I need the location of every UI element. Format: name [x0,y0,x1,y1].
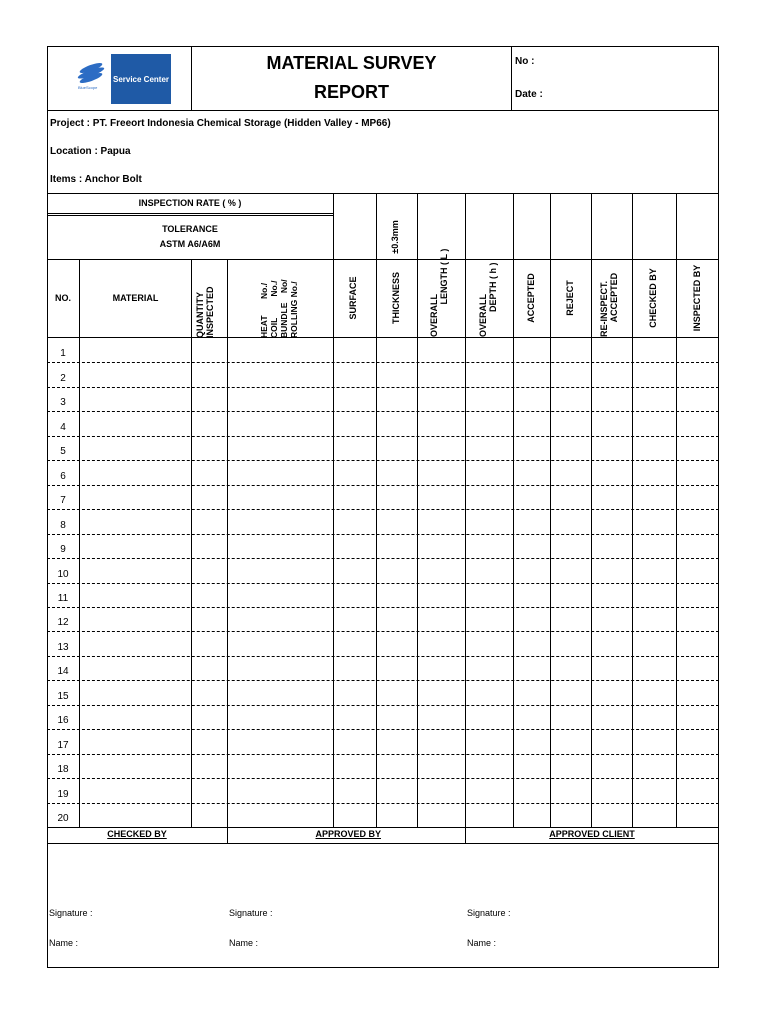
col-no-header: NO. [54,293,71,303]
header-bottom-line [47,110,719,111]
col-reject-header: REJECT [565,280,575,316]
row-number: 17 [57,739,69,751]
row-number: 12 [57,617,69,629]
logo-service-center-box [111,54,171,104]
row-divider [47,411,719,412]
checked-signature-label: Signature : [49,908,93,918]
row-number: 15 [57,690,69,702]
report-title-line2: REPORT [313,81,389,102]
row-divider [47,656,719,657]
inspection-rate-line [47,213,333,214]
client-name-label: Name : [467,938,497,948]
inspection-rate-line-2 [47,215,333,216]
row-divider [47,387,719,388]
checked-name-label: Name : [49,938,79,948]
col-quantity-header: QUANTITY INSPECTED [195,286,215,338]
header-divider-2 [511,46,512,111]
logo-brand-text: BlueScope [78,85,98,90]
row-divider [47,534,719,535]
col-thickness-header: THICKNESS [391,272,401,325]
column-header-bottom-line [47,337,719,338]
tolerance-label: TOLERANCE [162,224,218,234]
thickness-tolerance: ±0.3mm [390,220,400,254]
col-depth-header: OVERALL DEPTH ( h ) [478,262,498,337]
footer-top-line [47,827,719,828]
row-divider [47,729,719,730]
row-number: 2 [60,372,66,384]
location-line: Location : Papua [50,146,131,157]
col-length-header: OVERALL LENGTH ( L ) [429,248,449,337]
row-divider [47,778,719,779]
row-number: 13 [57,641,69,653]
project-line: Project : PT. Freeort Indonesia Chemical Storage (Hidden Valley - MP66) [50,118,391,129]
inspection-rate-label: INSPECTION RATE ( % ) [138,198,242,208]
col-heat-header: HEAT No./ COIL No./ BUNDLE No/ ROLLING No./ [259,279,299,338]
row-number: 19 [57,788,69,800]
row-divider [47,558,719,559]
col-line-quantity [227,259,228,844]
no-label: No : [515,56,535,67]
row-number: 10 [57,568,69,580]
row-number: 20 [57,813,69,824]
row-number: 5 [60,446,66,458]
row-divider [47,705,719,706]
client-signature-label: Signature : [467,908,511,918]
date-label: Date : [515,89,543,100]
row-number: 11 [57,592,69,604]
footer-approved-by-label: APPROVED BY [315,829,381,839]
col-surface-header: SURFACE [348,276,358,320]
col-checked-by-header: CHECKED BY [648,268,658,328]
col-line-length [465,193,466,844]
row-number: 6 [60,470,66,482]
row-number: 14 [57,666,69,678]
row-divider [47,607,719,608]
row-divider [47,631,719,632]
row-divider [47,754,719,755]
row-number: 1 [60,348,66,360]
col-line-material [191,259,192,827]
row-number: 3 [60,397,66,409]
tolerance-standard: ASTM A6/A6M [159,239,221,249]
report-title-line1: MATERIAL SURVEY [266,52,437,73]
row-divider [47,803,719,804]
logo-service-center-text: Service Center [112,74,170,84]
row-number: 9 [60,544,66,556]
bluescope-logo-icon [72,56,110,96]
row-divider [47,436,719,437]
row-number: 7 [60,495,66,507]
col-inspected-by-header: INSPECTED BY [692,264,702,332]
row-divider [47,362,719,363]
row-number: 4 [60,421,66,433]
col-line-no [79,259,80,827]
footer-checked-by-label: CHECKED BY [107,829,167,839]
row-divider [47,485,719,486]
col-material-header: MATERIAL [112,293,159,303]
row-number: 16 [57,715,69,727]
row-divider [47,680,719,681]
footer-approved-client-label: APPROVED CLIENT [549,829,635,839]
row-divider [47,583,719,584]
approved-signature-label: Signature : [229,908,273,918]
row-divider [47,460,719,461]
footer-header-line [47,843,719,844]
col-reinspect-header: RE-INSPECT. ACCEPTED [599,272,619,337]
row-divider [47,509,719,510]
row-number: 8 [60,519,66,531]
logo-mark [72,56,110,96]
col-accepted-header: ACCEPTED [526,273,536,323]
row-number: 18 [57,764,69,776]
approved-name-label: Name : [229,938,259,948]
items-line: Items : Anchor Bolt [50,174,142,185]
